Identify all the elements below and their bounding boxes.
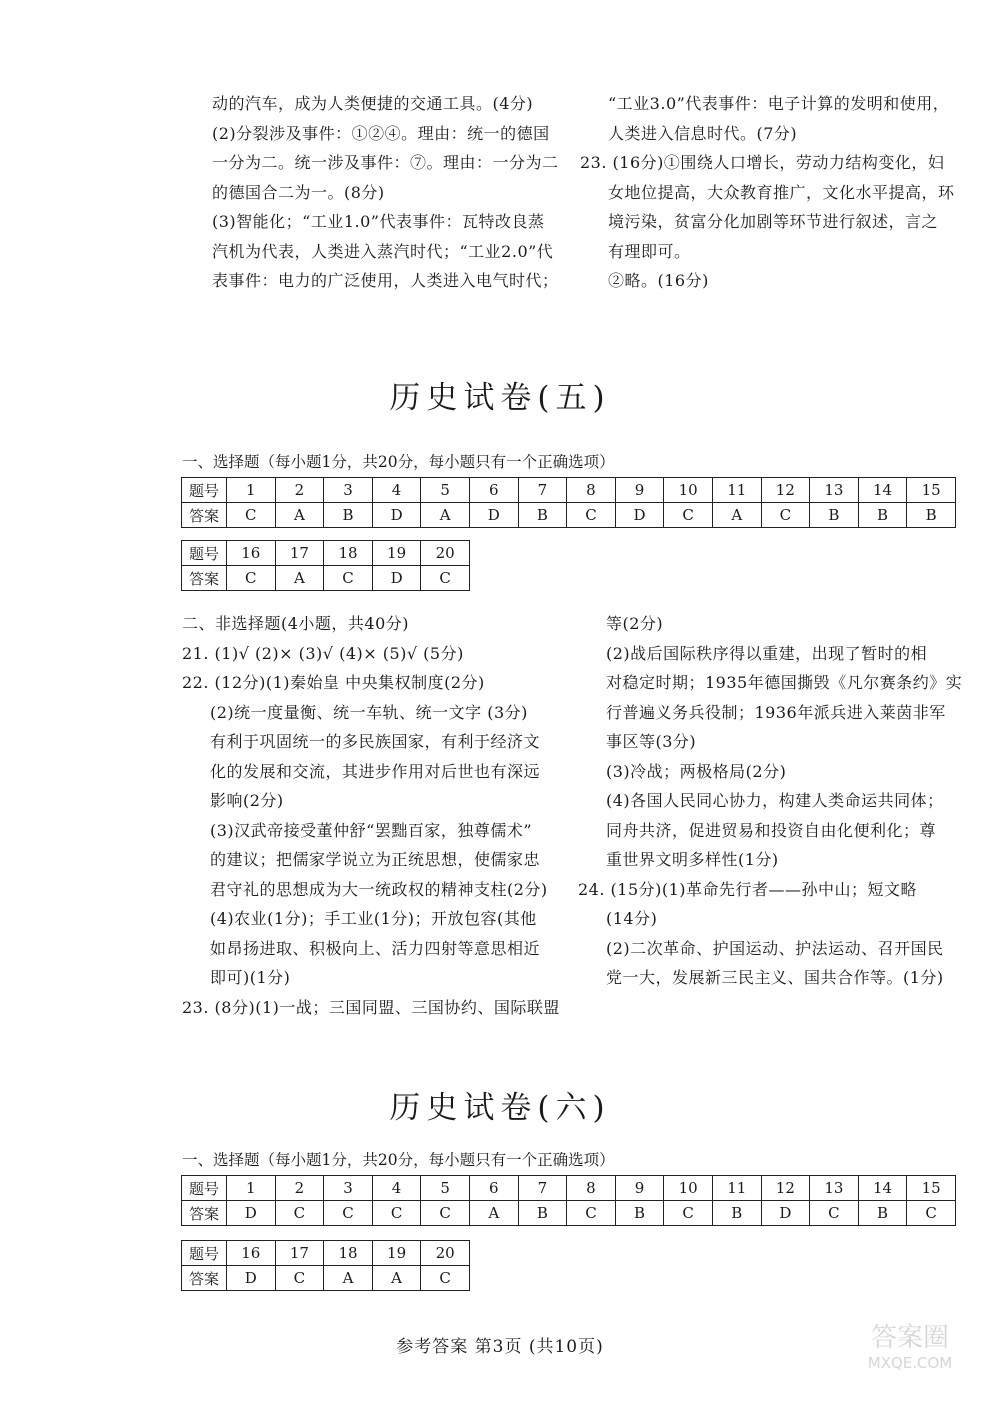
text-line: 等(2分) bbox=[606, 614, 664, 633]
table-cell: 20 bbox=[421, 541, 470, 566]
table-cell: 13 bbox=[810, 1176, 859, 1201]
table-cell: 7 bbox=[518, 1176, 567, 1201]
paper5-section1-heading: 一、选择题（每小题1分，共20分，每小题只有一个正确选项） bbox=[182, 453, 615, 471]
text-line: 的德国合二为一。(8分) bbox=[212, 182, 385, 202]
paper6-section1-heading: 一、选择题（每小题1分，共20分，每小题只有一个正确选项） bbox=[182, 1151, 615, 1169]
top-right-column bbox=[580, 89, 955, 296]
table-cell: C bbox=[664, 1201, 713, 1226]
table-cell: 8 bbox=[567, 1176, 616, 1201]
table-cell: 17 bbox=[275, 1241, 324, 1266]
text-line: (3)智能化；“工业1.0”代表事件：瓦特改良蒸 bbox=[212, 212, 545, 231]
text-line: (14分) bbox=[606, 909, 658, 928]
table-row bbox=[182, 478, 956, 503]
text-line: 24. (15分)(1)革命先行者——孙中山；短文略 bbox=[578, 879, 918, 899]
table-cell: B bbox=[907, 503, 956, 528]
table-cell: D bbox=[372, 503, 421, 528]
table-cell: A bbox=[372, 1266, 421, 1291]
table-cell: D bbox=[227, 1201, 276, 1226]
table-cell: C bbox=[324, 1201, 373, 1226]
row-label: 题号 bbox=[182, 541, 227, 566]
table-cell: B bbox=[518, 1201, 567, 1226]
table-cell: 14 bbox=[858, 478, 907, 503]
text-line: “工业3.0”代表事件：电子计算的发明和使用， bbox=[608, 94, 950, 113]
table-cell: 2 bbox=[275, 478, 324, 503]
table-cell: 11 bbox=[712, 478, 761, 503]
table-cell: C bbox=[227, 503, 276, 528]
table-cell: 8 bbox=[567, 478, 616, 503]
paper6-title: 历史试卷(六) bbox=[389, 1090, 611, 1126]
text-line: 21. (1)√ (2)× (3)√ (4)× (5)√ (5分) bbox=[182, 643, 464, 663]
text-line: 对稳定时期；1935年德国撕毁《凡尔赛条约》实 bbox=[606, 673, 963, 692]
table-cell: B bbox=[810, 503, 859, 528]
table-cell: B bbox=[615, 1201, 664, 1226]
row-label: 题号 bbox=[182, 478, 227, 503]
text-line: 事区等(3分) bbox=[606, 732, 697, 751]
table-cell: C bbox=[275, 1266, 324, 1291]
text-line: 行普遍义务兵役制；1936年派兵进入莱茵非军 bbox=[606, 702, 946, 722]
table-row bbox=[182, 1176, 956, 1201]
watermark-logo bbox=[840, 1314, 980, 1374]
table-cell: D bbox=[227, 1266, 276, 1291]
table-cell: 1 bbox=[227, 478, 276, 503]
text-line: 如昂扬进取、积极向上、活力四射等意思相近 bbox=[210, 938, 541, 958]
table-cell: D bbox=[372, 566, 421, 591]
text-line: (2)战后国际秩序得以重建，出现了暂时的相 bbox=[606, 643, 928, 663]
table-cell: C bbox=[324, 566, 373, 591]
row-label: 答案 bbox=[182, 1201, 227, 1226]
table-cell: C bbox=[810, 1201, 859, 1226]
text-line: (4)各国人民同心协力，构建人类命运共同体； bbox=[606, 791, 944, 810]
table-cell: B bbox=[518, 503, 567, 528]
table-cell: C bbox=[275, 1201, 324, 1226]
paper5-title: 历史试卷(五) bbox=[389, 380, 611, 416]
table-cell: C bbox=[567, 503, 616, 528]
table-cell: 7 bbox=[518, 478, 567, 503]
text-line: 的建议；把儒家学说立为正统思想，使儒家忠 bbox=[210, 850, 541, 869]
table-cell: 19 bbox=[372, 1241, 421, 1266]
text-line: (4)农业(1分)；手工业(1分)；开放包容(其他 bbox=[210, 909, 537, 928]
table-cell: 3 bbox=[324, 478, 373, 503]
table-cell: C bbox=[664, 503, 713, 528]
table-cell: 5 bbox=[421, 1176, 470, 1201]
text-line: 女地位提高，大众教育推广，文化水平提高，环 bbox=[608, 182, 955, 202]
table-cell: 17 bbox=[275, 541, 324, 566]
table-cell: 9 bbox=[615, 478, 664, 503]
table-cell: 15 bbox=[907, 1176, 956, 1201]
text-line: 化的发展和交流，其进步作用对后世也有深远 bbox=[210, 761, 541, 781]
table-cell: C bbox=[227, 566, 276, 591]
table-cell: A bbox=[275, 566, 324, 591]
text-line: 有利于巩固统一的多民族国家，有利于经济文 bbox=[210, 732, 541, 751]
text-line: (2)二次革命、护国运动、护法运动、召开国民 bbox=[606, 938, 944, 958]
text-line: 君守礼的思想成为大一统政权的精神支柱(2分) bbox=[210, 879, 548, 899]
table-cell: 10 bbox=[664, 1176, 713, 1201]
table-cell: C bbox=[421, 1266, 470, 1291]
table-cell: C bbox=[372, 1201, 421, 1226]
table-cell: B bbox=[712, 1201, 761, 1226]
row-label: 题号 bbox=[182, 1241, 227, 1266]
page-footer: 参考答案 第3页 (共10页) bbox=[396, 1337, 604, 1357]
row-label: 答案 bbox=[182, 503, 227, 528]
paper5-answer-table-2 bbox=[181, 540, 470, 591]
table-cell: C bbox=[421, 1201, 470, 1226]
table-cell: D bbox=[761, 1201, 810, 1226]
table-cell: 11 bbox=[712, 1176, 761, 1201]
paper5-left-column bbox=[182, 609, 560, 1022]
paper6-answer-table-1 bbox=[181, 1175, 956, 1226]
paper5-answer-table-1 bbox=[181, 477, 956, 528]
table-cell: C bbox=[567, 1201, 616, 1226]
table-cell: C bbox=[761, 503, 810, 528]
table-row bbox=[182, 503, 956, 528]
text-line: 同舟共济，促进贸易和投资自由化便利化；尊 bbox=[606, 820, 937, 840]
text-line: (3)冷战；两极格局(2分) bbox=[606, 761, 787, 781]
text-line: 汽机为代表，人类进入蒸汽时代；“工业2.0”代 bbox=[212, 241, 554, 261]
row-label: 答案 bbox=[182, 1266, 227, 1291]
table-cell: 13 bbox=[810, 478, 859, 503]
watermark-url: MXQE.COM bbox=[867, 1354, 953, 1372]
table-cell: 12 bbox=[761, 478, 810, 503]
table-cell: 4 bbox=[372, 478, 421, 503]
paper5-right-column bbox=[578, 609, 962, 993]
table-cell: 2 bbox=[275, 1176, 324, 1201]
table-cell: 16 bbox=[227, 1241, 276, 1266]
text-line: 23. (16分)①围绕人口增长，劳动力结构变化，妇 bbox=[580, 153, 945, 172]
text-line: (3)汉武帝接受董仲舒“罢黜百家，独尊儒术” bbox=[210, 820, 533, 840]
paper6-answer-table-2 bbox=[181, 1240, 470, 1291]
table-cell: D bbox=[469, 503, 518, 528]
text-line: 即可)(1分) bbox=[210, 968, 291, 987]
table-cell: 12 bbox=[761, 1176, 810, 1201]
table-cell: A bbox=[469, 1201, 518, 1226]
text-line: 人类进入信息时代。(7分) bbox=[608, 123, 798, 143]
table-cell: B bbox=[858, 503, 907, 528]
row-label: 题号 bbox=[182, 1176, 227, 1201]
table-cell: A bbox=[712, 503, 761, 528]
text-line: 影响(2分) bbox=[210, 791, 284, 810]
text-line: ②略。(16分) bbox=[608, 271, 709, 290]
table-cell: 6 bbox=[469, 478, 518, 503]
table-cell: A bbox=[324, 1266, 373, 1291]
table-cell: 9 bbox=[615, 1176, 664, 1201]
table-cell: 6 bbox=[469, 1176, 518, 1201]
table-cell: B bbox=[858, 1201, 907, 1226]
table-cell: D bbox=[615, 503, 664, 528]
table-cell: 20 bbox=[421, 1241, 470, 1266]
table-cell: 18 bbox=[324, 541, 373, 566]
table-row bbox=[182, 1201, 956, 1226]
table-cell: A bbox=[275, 503, 324, 528]
watermark-main: 答案圈 bbox=[870, 1323, 950, 1353]
table-cell: C bbox=[421, 566, 470, 591]
text-line: (2)统一度量衡、统一车轨、统一文字 (3分) bbox=[210, 702, 528, 722]
table-row bbox=[182, 1241, 470, 1266]
table-cell: 16 bbox=[227, 541, 276, 566]
table-cell: 4 bbox=[372, 1176, 421, 1201]
text-line: 有理即可。 bbox=[608, 241, 691, 261]
table-cell: 15 bbox=[907, 478, 956, 503]
table-row bbox=[182, 1266, 470, 1291]
table-cell: 14 bbox=[858, 1176, 907, 1201]
table-row bbox=[182, 541, 470, 566]
table-row bbox=[182, 566, 470, 591]
text-line: 重世界文明多样性(1分) bbox=[606, 850, 779, 869]
table-cell: 18 bbox=[324, 1241, 373, 1266]
table-cell: C bbox=[907, 1201, 956, 1226]
table-cell: A bbox=[421, 503, 470, 528]
table-cell: 5 bbox=[421, 478, 470, 503]
table-cell: 3 bbox=[324, 1176, 373, 1201]
text-line: 23. (8分)(1)一战；三国同盟、三国协约、国际联盟 bbox=[182, 997, 560, 1017]
text-line: 一分为二。统一涉及事件：⑦。理由：一分为二 bbox=[212, 153, 559, 172]
text-line: 动的汽车，成为人类便捷的交通工具。(4分) bbox=[212, 94, 534, 113]
text-line: 党一大，发展新三民主义、国共合作等。(1分) bbox=[606, 968, 944, 987]
text-line: 22. (12分)(1)秦始皇 中央集权制度(2分) bbox=[182, 673, 485, 692]
text-line: 境污染，贫富分化加剧等环节进行叙述，言之 bbox=[608, 212, 939, 231]
table-cell: 19 bbox=[372, 541, 421, 566]
section2-heading: 二、非选择题(4小题，共40分) bbox=[182, 614, 410, 633]
text-line: (2)分裂涉及事件：①②④。理由：统一的德国 bbox=[212, 123, 550, 143]
text-line: 表事件：电力的广泛使用，人类进入电气时代； bbox=[212, 271, 559, 290]
row-label: 答案 bbox=[182, 566, 227, 591]
top-left-column bbox=[212, 89, 559, 296]
table-cell: 1 bbox=[227, 1176, 276, 1201]
table-cell: 10 bbox=[664, 478, 713, 503]
table-cell: B bbox=[324, 503, 373, 528]
